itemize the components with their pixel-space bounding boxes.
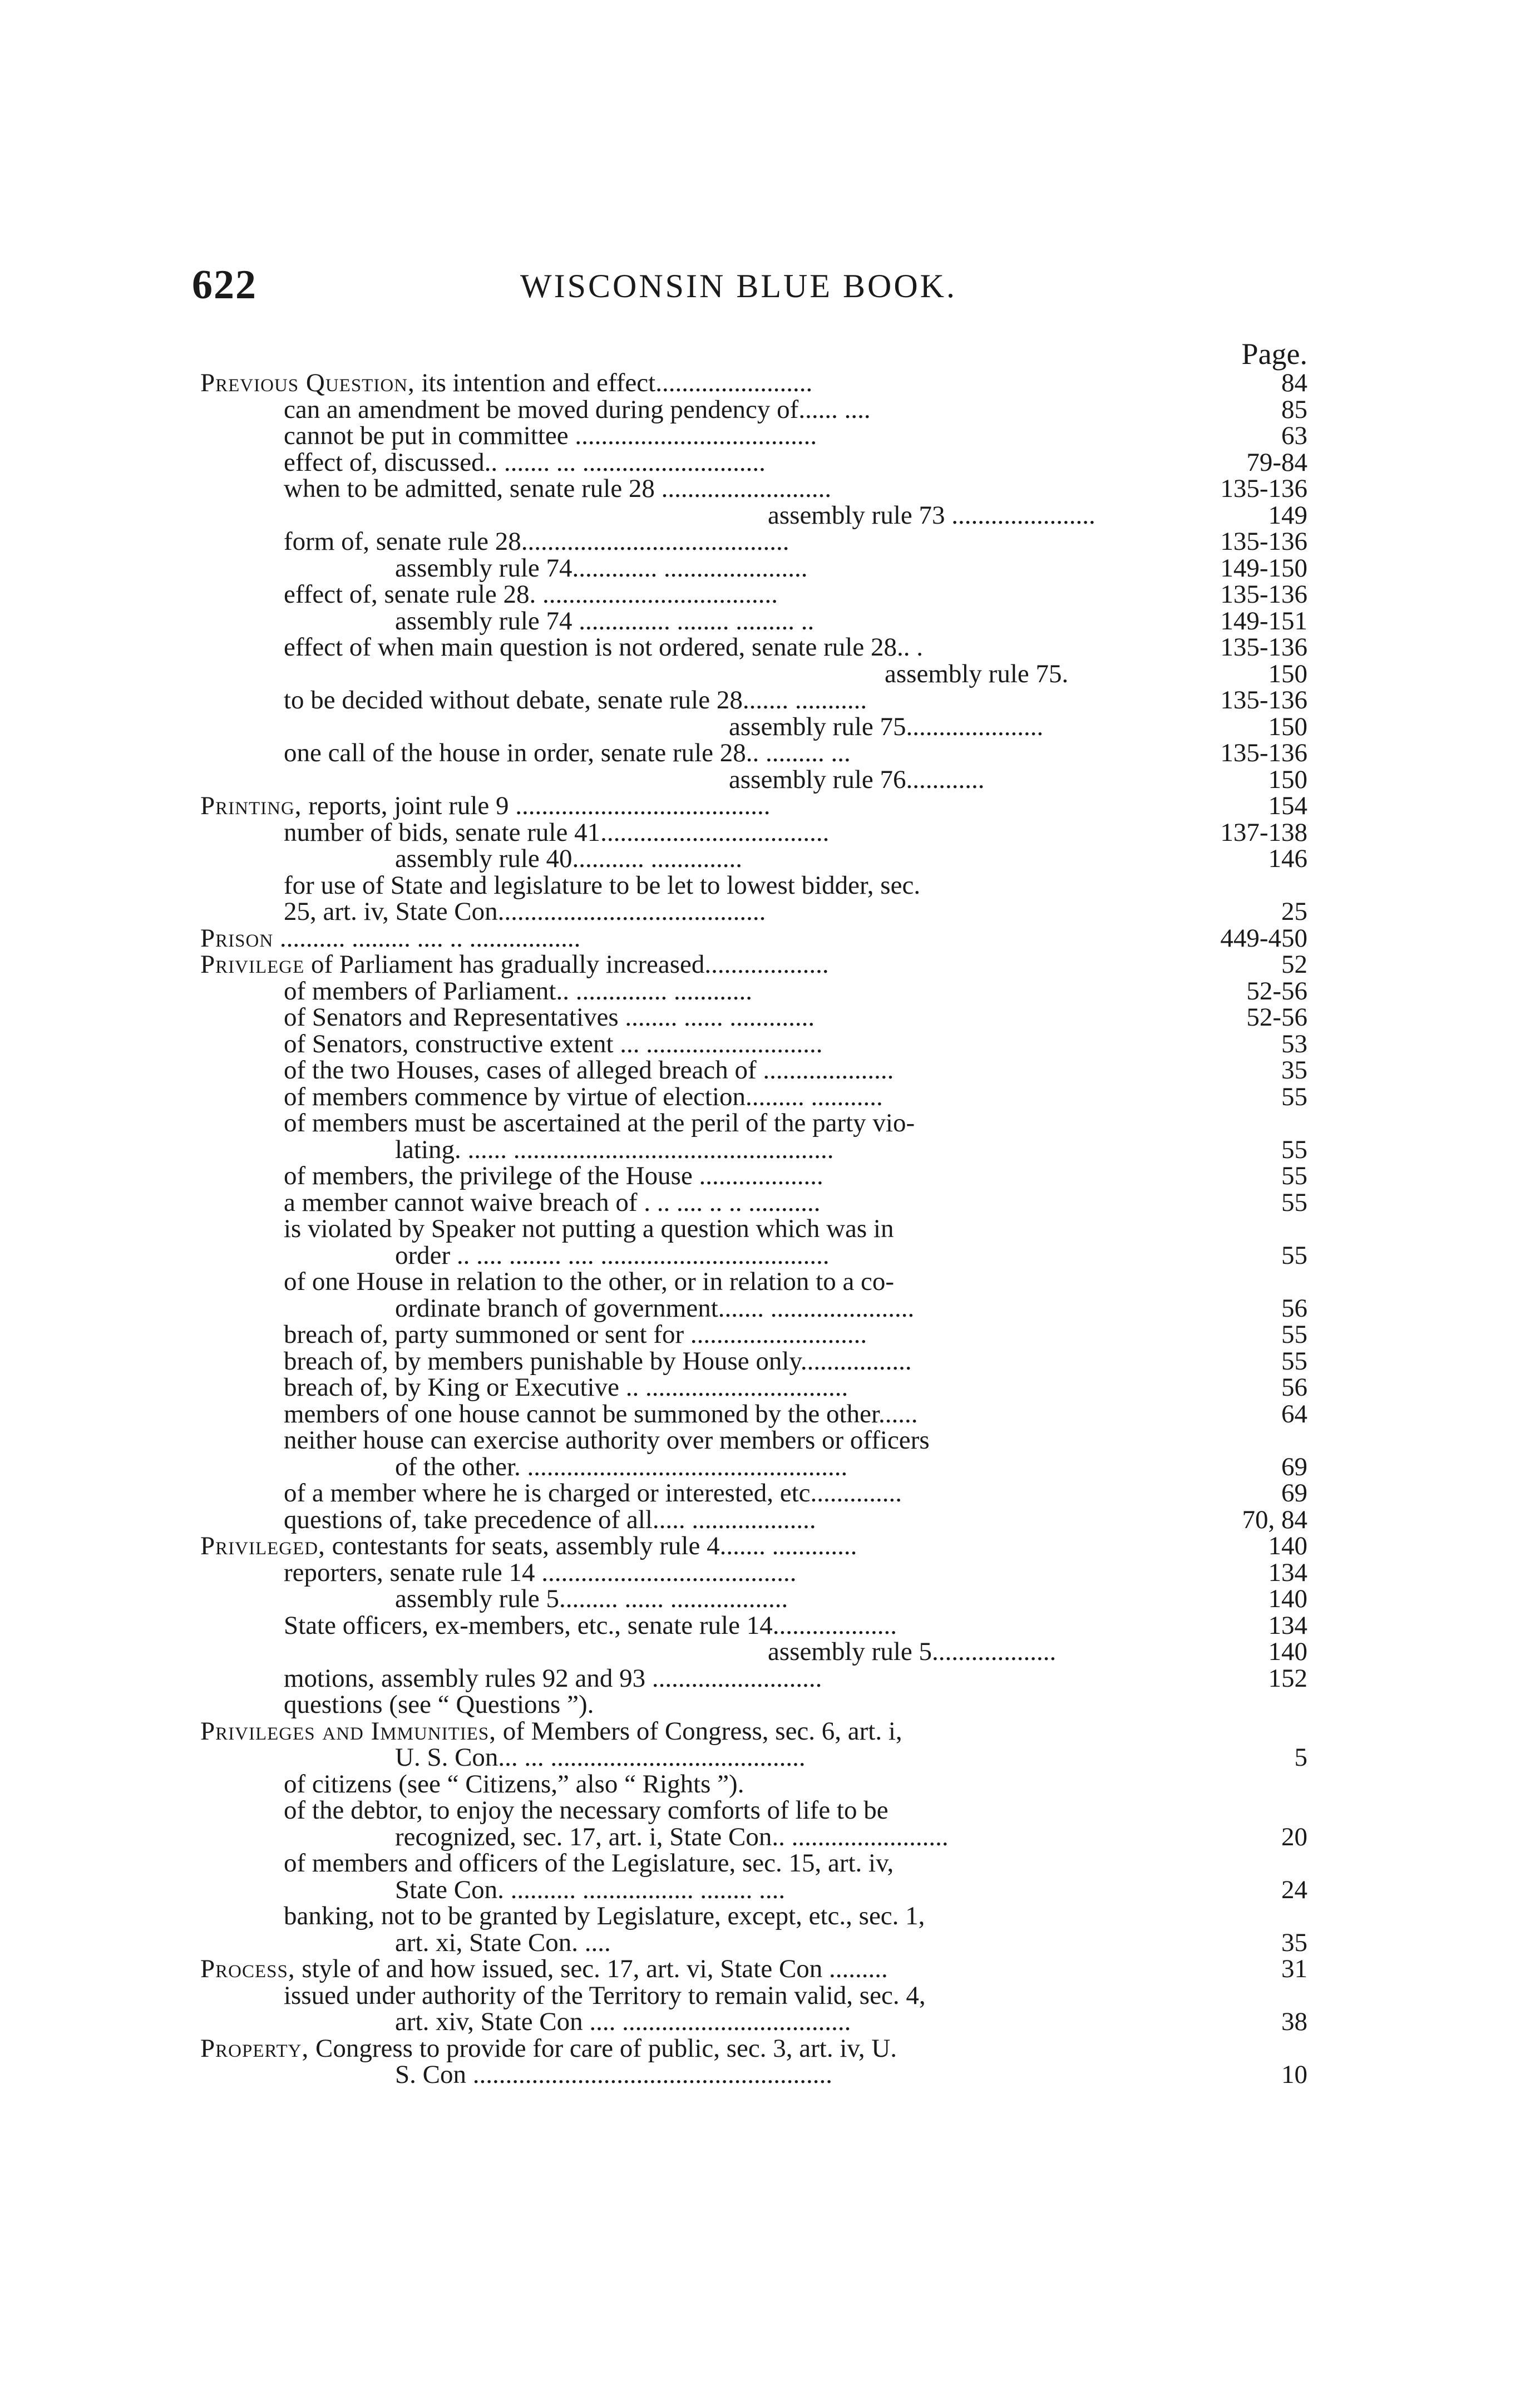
index-entry-text bbox=[284, 529, 789, 555]
index-entry-text bbox=[395, 1930, 611, 1957]
page-reference: 135-136 bbox=[1220, 738, 1307, 767]
index-entry-body: Congress to provide for care of public, sec. 3, art. iv, U. bbox=[309, 2033, 897, 2063]
page-reference: 55 bbox=[1281, 1161, 1307, 1190]
index-entry-text bbox=[284, 1903, 925, 1930]
page-reference: 31 bbox=[1281, 1954, 1307, 1983]
index-row bbox=[200, 397, 1307, 423]
index-entry-text bbox=[200, 370, 812, 397]
index-row bbox=[200, 2033, 1307, 2063]
index-entry-body: art. xiv, State Con .... ................................... bbox=[395, 2007, 851, 2036]
index-row bbox=[200, 2062, 1307, 2088]
page-reference: 64 bbox=[1281, 1399, 1307, 1428]
page-reference: 69 bbox=[1281, 1479, 1307, 1508]
index-entry-text bbox=[395, 1295, 914, 1322]
index-entry-body: effect of when main question is not ordered, senate rule 28.. . bbox=[284, 633, 923, 662]
index-entry-text bbox=[284, 1480, 902, 1507]
index-entry-text bbox=[284, 1269, 894, 1295]
index-entry-body: of the debtor, to enjoy the necessary comforts of life to be bbox=[284, 1796, 889, 1825]
index-entry-body: State officers, ex-members, etc., senate rule 14................... bbox=[284, 1610, 897, 1640]
index-entry-text bbox=[284, 1797, 889, 1824]
index-entry-text bbox=[284, 1850, 894, 1877]
index-entry-text bbox=[284, 397, 871, 423]
index-row bbox=[200, 1771, 1307, 1798]
index-entry-body: assembly rule 5................... bbox=[768, 1637, 1057, 1666]
page-reference: 52-56 bbox=[1246, 1003, 1307, 1032]
index-entry-body: motions, assembly rules 92 and 93 .......................... bbox=[284, 1663, 822, 1693]
index-row bbox=[200, 1797, 1307, 1824]
page-reference: 150 bbox=[1268, 765, 1307, 794]
index-row bbox=[200, 1269, 1307, 1295]
index-row bbox=[200, 740, 1307, 767]
index-row bbox=[200, 846, 1307, 873]
index-entry-text bbox=[768, 1639, 1056, 1666]
index-entry-body: of a member where he is charged or interested, etc.............. bbox=[284, 1479, 902, 1508]
index-entry-body: when to be admitted, senate rule 28 .......................... bbox=[284, 474, 832, 503]
index-entry-body: State Con. .......... ................. ........ .... bbox=[395, 1875, 786, 1904]
page-reference: 63 bbox=[1281, 421, 1307, 450]
index-entry-text bbox=[284, 1004, 815, 1031]
index-entry-text bbox=[284, 1663, 822, 1693]
index-row bbox=[200, 1031, 1307, 1058]
page-number: 622 bbox=[192, 262, 257, 308]
index-entry-body: of Senators, constructive extent ... ........................... bbox=[284, 1029, 823, 1058]
index-entry-body: assembly rule 76............ bbox=[729, 765, 985, 794]
index-entry-text bbox=[284, 582, 778, 608]
index-entry-body: number of bids, senate rule 41................................... bbox=[284, 817, 830, 847]
index-row bbox=[200, 1663, 1307, 1693]
index-entry-text bbox=[284, 1322, 867, 1348]
index-entry-body: effect of, senate rule 28. .................................... bbox=[284, 580, 778, 609]
index-entry-body: assembly rule 74............. ...................... bbox=[395, 553, 808, 583]
page-reference: 154 bbox=[1268, 791, 1307, 820]
index-row bbox=[200, 952, 1307, 978]
index-entry-text bbox=[284, 447, 766, 477]
page-reference: 55 bbox=[1281, 1135, 1307, 1164]
index-entry-body: assembly rule 73 ...................... bbox=[768, 500, 1095, 530]
index-entry-text bbox=[395, 1454, 847, 1481]
index-heading: Privilege bbox=[200, 950, 305, 979]
index-row bbox=[200, 714, 1307, 741]
index-entry-text bbox=[200, 2033, 897, 2063]
index-entry-body: assembly rule 75..................... bbox=[729, 712, 1044, 741]
index-entry-body: assembly rule 74 .............. ........ ......... .. bbox=[395, 606, 815, 636]
index-row bbox=[200, 1322, 1307, 1348]
index-entry-text bbox=[284, 817, 830, 847]
page-reference: 134 bbox=[1268, 1558, 1307, 1587]
index-entry-text bbox=[200, 925, 580, 952]
index-row bbox=[200, 1454, 1307, 1481]
index-row bbox=[200, 2009, 1307, 2036]
page-reference: 25 bbox=[1281, 897, 1307, 926]
index-row bbox=[200, 1983, 1307, 2009]
page-reference: 146 bbox=[1268, 844, 1307, 873]
index-entry-text bbox=[284, 1163, 823, 1190]
page-reference: 55 bbox=[1281, 1346, 1307, 1376]
index-row bbox=[200, 1240, 1307, 1270]
index-entry-body: its intention and effect........................ bbox=[414, 368, 813, 397]
index-row bbox=[200, 1824, 1307, 1851]
index-row bbox=[200, 1110, 1307, 1137]
page-reference: 152 bbox=[1268, 1663, 1307, 1693]
index-entry-body: style of and how issued, sec. 17, art. vi, State Con ......... bbox=[295, 1954, 888, 1983]
page-reference: 10 bbox=[1281, 2060, 1307, 2089]
index-entry-text bbox=[284, 1190, 821, 1216]
index-entry-body: members of one house cannot be summoned by the other...... bbox=[284, 1399, 918, 1428]
index-entry-text bbox=[284, 1401, 918, 1428]
page-reference: 135-136 bbox=[1220, 580, 1307, 609]
index-entry-body: breach of, by members punishable by House only................. bbox=[284, 1346, 912, 1376]
page-reference: 134 bbox=[1268, 1610, 1307, 1640]
index-entry-text bbox=[729, 767, 985, 794]
index-entry-body: recognized, sec. 17, art. i, State Con.. ........................ bbox=[395, 1822, 949, 1851]
index-entry-body: .......... ......... .... .. ................. bbox=[273, 923, 581, 953]
index-row bbox=[200, 500, 1307, 530]
index-entry-body: order .. .... ........ .... ................................... bbox=[395, 1240, 830, 1270]
index-row bbox=[200, 1348, 1307, 1375]
index-entry-text bbox=[768, 500, 1095, 530]
index-entry-body: of Parliament has gradually increased................... bbox=[304, 950, 829, 979]
page-reference: 140 bbox=[1268, 1531, 1307, 1560]
page-reference: 449-450 bbox=[1220, 923, 1307, 953]
index-entry-text bbox=[200, 793, 771, 820]
page-reference: 137-138 bbox=[1220, 817, 1307, 847]
index-entry-text bbox=[284, 1348, 912, 1375]
index-row bbox=[200, 1956, 1307, 1983]
index-row bbox=[200, 476, 1307, 503]
index-row bbox=[200, 1401, 1307, 1428]
index-row bbox=[200, 1216, 1307, 1243]
index-entry-body: of members and officers of the Legislature, sec. 15, art. iv, bbox=[284, 1849, 894, 1878]
index-entry-body: a member cannot waive breach of . .. .... .. .. ........... bbox=[284, 1188, 821, 1217]
index-entry-body: to be decided without debate, senate rule 28....... ........... bbox=[284, 686, 867, 715]
index-entry-text bbox=[284, 476, 831, 503]
index-entry-text bbox=[284, 1427, 930, 1454]
index-row bbox=[200, 1295, 1307, 1322]
page-reference: 55 bbox=[1281, 1188, 1307, 1217]
index-entry-text bbox=[284, 1031, 823, 1058]
index-row bbox=[200, 634, 1307, 661]
index-entry-text bbox=[729, 714, 1043, 741]
index-entry-text bbox=[395, 1877, 785, 1904]
index-entry-text bbox=[200, 1956, 888, 1983]
page-reference: 85 bbox=[1281, 395, 1307, 424]
index-entry-text bbox=[284, 1110, 915, 1137]
index-entry-body: of members must be ascertained at the peril of the party vio- bbox=[284, 1109, 915, 1137]
index-entry-body: questions (see “ Questions ”). bbox=[284, 1690, 594, 1719]
index-entry-body: assembly rule 75. bbox=[885, 659, 1069, 688]
index-row bbox=[200, 817, 1307, 847]
index-entry-text bbox=[284, 1692, 594, 1718]
index-entry-text bbox=[395, 1586, 788, 1613]
index-row bbox=[200, 1850, 1307, 1877]
index-entry-body: of the two Houses, cases of alleged breach of .................... bbox=[284, 1056, 894, 1085]
index-row bbox=[200, 1930, 1307, 1957]
index-row bbox=[200, 447, 1307, 477]
index-row bbox=[200, 608, 1307, 635]
index-entry-body: can an amendment be moved during pendency of...... .... bbox=[284, 395, 871, 424]
page-reference: 55 bbox=[1281, 1320, 1307, 1349]
index-entry-body: of Members of Congress, sec. 6, art. i, bbox=[496, 1716, 902, 1746]
page-reference: 135-136 bbox=[1220, 527, 1307, 556]
page-reference: 52-56 bbox=[1246, 976, 1307, 1006]
page-reference: 150 bbox=[1268, 712, 1307, 741]
index-entry-body: of one House in relation to the other, or in relation to a co- bbox=[284, 1267, 895, 1296]
index-entry-text bbox=[284, 740, 851, 767]
index-entry-body: form of, senate rule 28......................................... bbox=[284, 527, 789, 556]
index-entry-text bbox=[200, 952, 829, 978]
page-reference: 135-136 bbox=[1220, 474, 1307, 503]
page-reference: 35 bbox=[1281, 1928, 1307, 1957]
index-row bbox=[200, 1375, 1307, 1401]
page-reference: 69 bbox=[1281, 1452, 1307, 1481]
page-reference: 79-84 bbox=[1246, 447, 1307, 477]
index-row bbox=[200, 978, 1307, 1005]
page-reference: 84 bbox=[1281, 368, 1307, 397]
index-row bbox=[200, 899, 1307, 925]
index-entry-text bbox=[284, 1610, 897, 1640]
index-entry-body: for use of State and legislature to be let to lowest bidder, sec. bbox=[284, 870, 921, 900]
index-entry-body: issued under authority of the Territory to remain valid, sec. 4, bbox=[284, 1981, 926, 2010]
page-reference: 53 bbox=[1281, 1029, 1307, 1058]
index-row bbox=[200, 1586, 1307, 1613]
index-entry-text bbox=[284, 899, 766, 925]
index-entry-body: questions of, take precedence of all..... ................... bbox=[284, 1505, 816, 1534]
index-row bbox=[200, 555, 1307, 582]
index-entry-text bbox=[284, 1216, 894, 1243]
index-row bbox=[200, 582, 1307, 608]
running-title: WISCONSIN BLUE BOOK. bbox=[520, 268, 957, 304]
index-entry-text bbox=[885, 661, 1068, 688]
index-entry-text bbox=[395, 1824, 949, 1851]
index-entry-body: of members of Parliament.. .............. ............ bbox=[284, 976, 752, 1006]
index-entry-body: is violated by Speaker not putting a question which was in bbox=[284, 1214, 894, 1243]
index-entry-body: one call of the house in order, senate rule 28.. ......... ... bbox=[284, 738, 851, 767]
index-entry-text bbox=[395, 1745, 806, 1771]
page-reference: 52 bbox=[1281, 950, 1307, 979]
index-entry-body: assembly rule 40........... .............. bbox=[395, 844, 742, 873]
index-entry-text bbox=[395, 555, 808, 582]
page-reference: 5 bbox=[1294, 1743, 1307, 1772]
index-row bbox=[200, 1480, 1307, 1507]
index-entry-body: contestants for seats, assembly rule 4....... ............. bbox=[325, 1531, 857, 1560]
page-reference: 38 bbox=[1281, 2007, 1307, 2036]
index-entry-body: neither house can exercise authority over members or officers bbox=[284, 1426, 930, 1455]
page-header bbox=[192, 262, 1316, 312]
index-heading: Previous Question, bbox=[200, 368, 415, 397]
page-reference: 135-136 bbox=[1220, 686, 1307, 715]
index-row bbox=[200, 661, 1307, 688]
index-entry-text bbox=[395, 1240, 830, 1270]
index-row bbox=[200, 687, 1307, 714]
index-row bbox=[200, 767, 1307, 794]
page-reference: 55 bbox=[1281, 1082, 1307, 1111]
index-entry-text bbox=[395, 2062, 832, 2088]
index-row bbox=[200, 1507, 1307, 1534]
index-entry-body: ordinate branch of government....... ...................... bbox=[395, 1293, 915, 1323]
index-row bbox=[200, 1004, 1307, 1031]
index-row bbox=[200, 1639, 1307, 1666]
index-row bbox=[200, 529, 1307, 555]
index-entry-body: effect of, discussed.. ....... ... ............................ bbox=[284, 447, 766, 477]
index-row bbox=[200, 1190, 1307, 1216]
index-row bbox=[200, 423, 1307, 450]
index-row bbox=[200, 370, 1307, 397]
page-reference: 56 bbox=[1281, 1373, 1307, 1402]
page-reference: 140 bbox=[1268, 1584, 1307, 1613]
index-entry-text bbox=[284, 634, 923, 661]
index-entry-text bbox=[200, 1533, 857, 1560]
index-row bbox=[200, 925, 1307, 952]
index-row bbox=[200, 1163, 1307, 1190]
index-row bbox=[200, 1137, 1307, 1164]
index-entry-body: assembly rule 5......... ...... .................. bbox=[395, 1584, 788, 1613]
index-entry-text bbox=[395, 846, 742, 873]
index-heading: Property, bbox=[200, 2033, 309, 2063]
index-entry-body: banking, not to be granted by Legislature, except, etc., sec. 1, bbox=[284, 1901, 925, 1930]
index-entry-body: breach of, party summoned or sent for ........................... bbox=[284, 1320, 867, 1349]
index-row bbox=[200, 1533, 1307, 1560]
page-reference: 24 bbox=[1281, 1875, 1307, 1904]
index-row bbox=[200, 1610, 1307, 1640]
index-entry-body: reports, joint rule 9 ....................................... bbox=[302, 791, 771, 820]
page-reference: 140 bbox=[1268, 1637, 1307, 1666]
index-entry-body: 25, art. iv, State Con......................................... bbox=[284, 897, 766, 926]
index-entry-body: of members, the privilege of the House ................... bbox=[284, 1161, 823, 1190]
index-heading: Prison bbox=[200, 923, 274, 953]
index-entry-text bbox=[284, 1560, 797, 1587]
page-reference: 149 bbox=[1268, 500, 1307, 530]
index-entry-body: S. Con ....................................................... bbox=[395, 2060, 832, 2089]
index-row bbox=[200, 1745, 1307, 1771]
index-entry-body: reporters, senate rule 14 ....................................... bbox=[284, 1558, 797, 1587]
index-entry-text bbox=[284, 1057, 894, 1084]
index-entry-text bbox=[284, 1983, 926, 2009]
index-entry-body: breach of, by King or Executive .. ............................... bbox=[284, 1373, 848, 1402]
index-row bbox=[200, 1692, 1307, 1718]
index-heading: Privileges and Immunities, bbox=[200, 1716, 497, 1746]
index-heading: Process, bbox=[200, 1954, 295, 1983]
index-entry-text bbox=[284, 687, 867, 714]
page-reference: 135-136 bbox=[1220, 633, 1307, 662]
index-entry-text bbox=[200, 1718, 902, 1745]
page-reference: 149-151 bbox=[1220, 606, 1307, 636]
page-reference: 35 bbox=[1281, 1056, 1307, 1085]
index-entry-text bbox=[395, 608, 814, 635]
index-entry-body: lating. ...... ................................................. bbox=[395, 1135, 834, 1164]
index-row bbox=[200, 1903, 1307, 1930]
page-reference: 150 bbox=[1268, 659, 1307, 688]
index-entry-text bbox=[284, 423, 817, 450]
index-entry-body: of Senators and Representatives ........ ...... ............. bbox=[284, 1003, 815, 1032]
index-entry-body: cannot be put in committee ..................................... bbox=[284, 421, 817, 450]
index-entry-text bbox=[284, 870, 921, 900]
index-row bbox=[200, 1877, 1307, 1904]
page-reference: 20 bbox=[1281, 1822, 1307, 1851]
index-row bbox=[200, 1084, 1307, 1111]
page-column-label: Page. bbox=[1241, 337, 1307, 371]
index-row bbox=[200, 793, 1307, 820]
index-row bbox=[200, 870, 1307, 900]
index-row bbox=[200, 1427, 1307, 1454]
index-entry-body: of citizens (see “ Citizens,” also “ Rights ”). bbox=[284, 1769, 744, 1799]
index-entry-body: art. xi, State Con. .... bbox=[395, 1928, 611, 1957]
index-row bbox=[200, 1057, 1307, 1084]
index-entry-text bbox=[284, 1084, 883, 1111]
page-reference: 56 bbox=[1281, 1293, 1307, 1323]
index-entry-text bbox=[284, 1507, 816, 1534]
index-entry-text bbox=[284, 1375, 848, 1401]
index-entry-text bbox=[395, 1137, 834, 1164]
index-heading: Printing, bbox=[200, 791, 302, 820]
page-reference: 149-150 bbox=[1220, 553, 1307, 583]
index-entry-body: of the other. ................................................. bbox=[395, 1452, 848, 1481]
index-row bbox=[200, 1560, 1307, 1587]
index-entry-text bbox=[284, 978, 752, 1005]
index-entry-text bbox=[284, 1771, 744, 1798]
index-entry-body: of members commence by virtue of election......... ........... bbox=[284, 1082, 883, 1111]
index-entries bbox=[200, 370, 1307, 2088]
index-row bbox=[200, 1718, 1307, 1745]
page-reference: 55 bbox=[1281, 1240, 1307, 1270]
index-heading: Privileged, bbox=[200, 1531, 325, 1560]
index-entry-text bbox=[395, 2009, 851, 2036]
index-entry-body: U. S. Con... ... ....................................... bbox=[395, 1743, 806, 1772]
page-reference: 70, 84 bbox=[1242, 1505, 1307, 1534]
